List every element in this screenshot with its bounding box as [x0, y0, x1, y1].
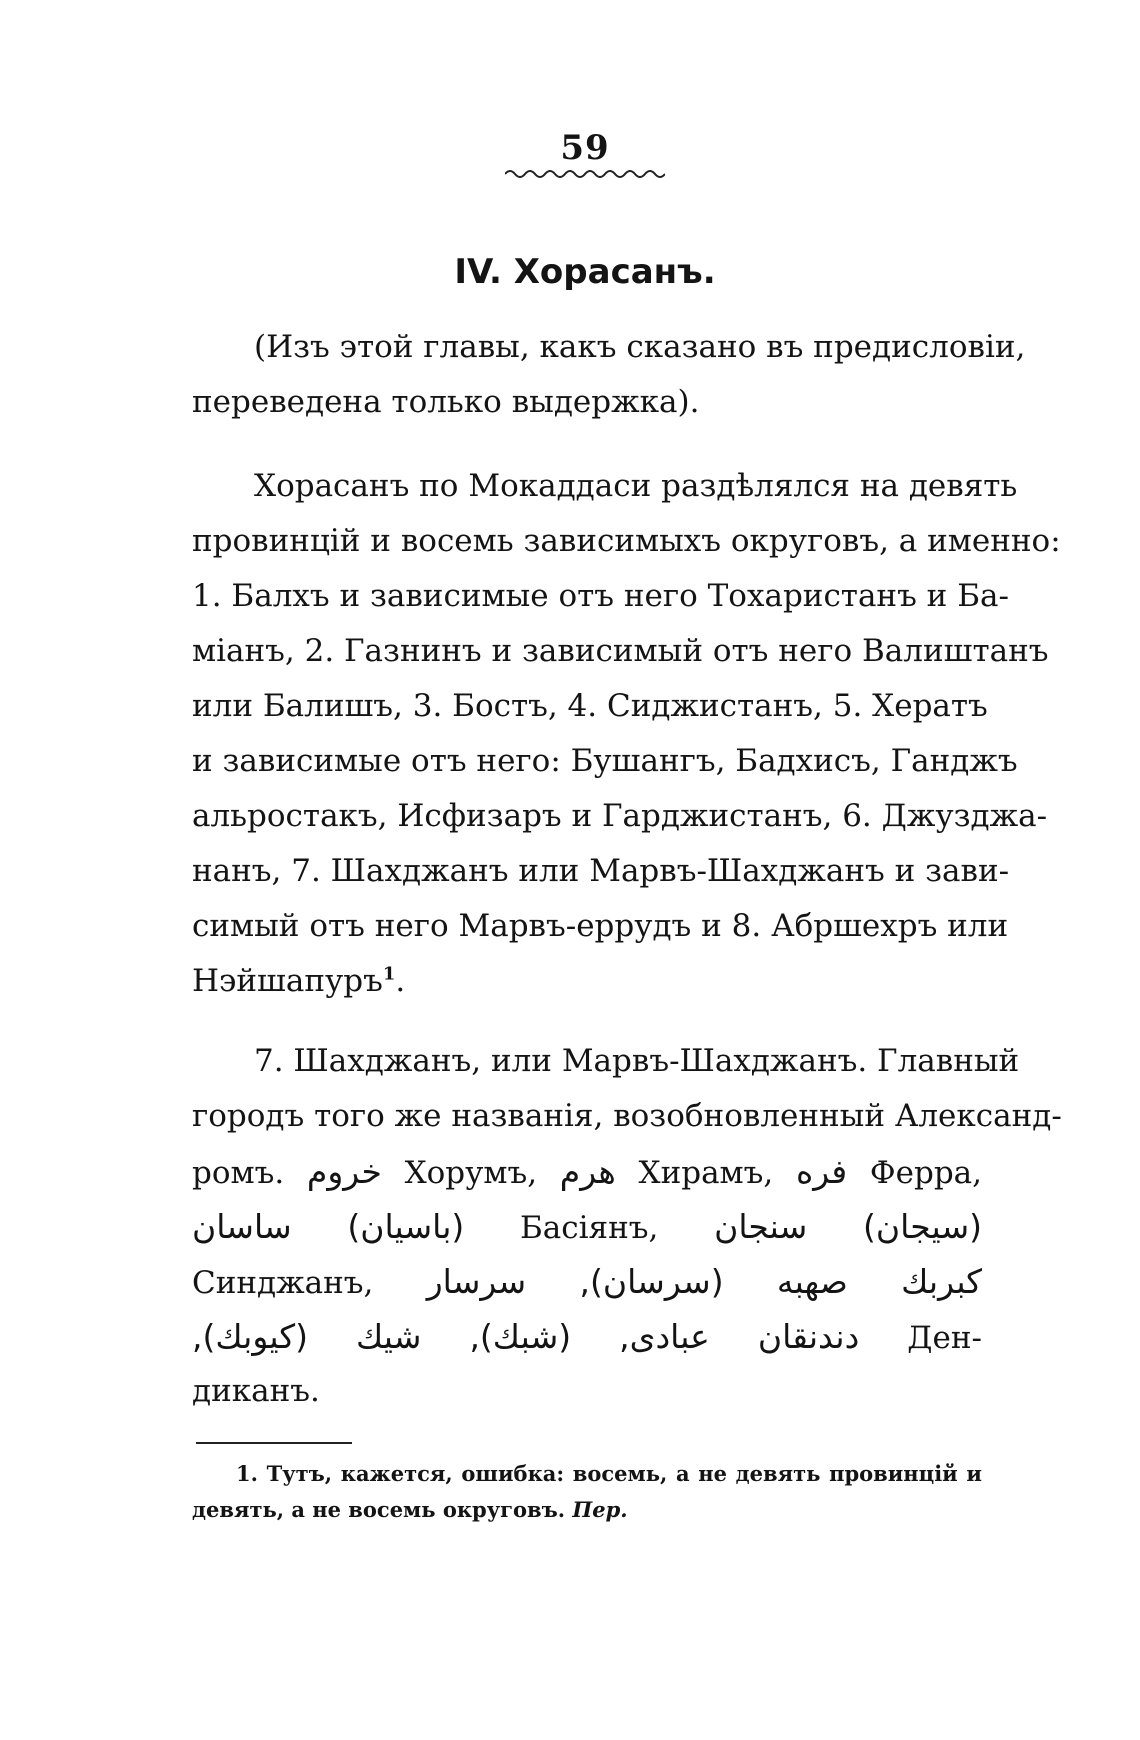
footnote-line: 1. Тутъ, кажется, ошибка: восемь, а не девять провинцій и — [236, 1461, 982, 1486]
arabic-word: (شبك), — [469, 1317, 572, 1356]
text-line — [192, 954, 982, 1009]
arabic-word: سنجان — [714, 1207, 808, 1246]
chapter-title: IV. Хорасанъ. — [454, 252, 716, 292]
text-line — [192, 1309, 982, 1364]
footnote-divider — [196, 1442, 352, 1444]
arabic-word: سرسار — [426, 1262, 527, 1301]
text-line: или Балишъ, 3. Бостъ, 4. Сиджистанъ, 5. Хератъ — [192, 688, 988, 724]
punctuation: . — [395, 963, 406, 999]
text-line: альростакъ, Исфизаръ и Гарджистанъ, 6. Джузджа- — [192, 798, 1048, 834]
translator-abbrev: Пер. — [572, 1497, 628, 1522]
text-line: 1. Балхъ и зависимые отъ него Тохаристанъ и Ба- — [192, 578, 1009, 614]
word: Хирамъ, — [638, 1155, 774, 1191]
wavy-rule-ornament — [505, 168, 665, 180]
arabic-word: صهبه — [776, 1262, 848, 1301]
footnote-marker[interactable]: 1 — [382, 963, 396, 985]
paragraph-shahjan — [192, 1034, 1062, 1419]
text-line: 7. Шахджанъ, или Марвъ-Шахджанъ. Главный — [254, 1043, 1020, 1079]
text-line: городъ того же названія, возобновленный Александ- — [192, 1098, 1062, 1134]
arabic-word: عبادى, — [619, 1317, 710, 1356]
word: ромъ. — [192, 1155, 285, 1191]
arabic-word: (سيجان) — [863, 1207, 982, 1246]
word: Ден- — [907, 1320, 982, 1356]
text-line: диканъ. — [192, 1373, 320, 1409]
footnote-text: девять, а не восемь округовъ. — [192, 1497, 566, 1522]
arabic-word: ساسان — [192, 1207, 292, 1246]
text-line — [192, 1254, 982, 1309]
arabic-word: شيك — [355, 1317, 422, 1356]
text-line: нанъ, 7. Шахджанъ или Марвъ-Шахджанъ и зави- — [192, 853, 1010, 889]
arabic-word: خروم — [306, 1152, 382, 1191]
text-line: и зависимые отъ него: Бушангъ, Бадхисъ, Ганджъ — [192, 743, 1018, 779]
text-line: міанъ, 2. Газнинъ и зависимый отъ него Валиштанъ — [192, 633, 1049, 669]
page-number: 59 — [560, 128, 610, 168]
text-line: провинцій и восемь зависимыхъ округовъ, а именно: — [192, 523, 1061, 559]
text-line — [192, 1144, 982, 1199]
paragraph-provinces — [192, 459, 1061, 1009]
text-line: переведена только выдержка). — [192, 384, 700, 420]
arabic-word: هرم — [559, 1152, 616, 1191]
word: Ферра, — [869, 1155, 983, 1191]
text-line — [192, 1199, 982, 1254]
footnote-line — [192, 1492, 982, 1528]
arabic-word: كبربك — [901, 1262, 982, 1301]
arabic-word: (كيوبك), — [192, 1317, 308, 1356]
arabic-word: (سرسان), — [579, 1262, 724, 1301]
word: Басіянъ, — [520, 1210, 659, 1246]
text-line: (Изъ этой главы, какъ сказано въ предисловіи, — [254, 329, 1026, 365]
word: Хорумъ, — [404, 1155, 538, 1191]
arabic-word: (باسيان) — [347, 1207, 465, 1246]
intro-paragraph — [192, 320, 1026, 430]
place-name: Нэйшапуръ — [192, 963, 383, 999]
arabic-word: فره — [795, 1152, 848, 1191]
arabic-word: دندنقان — [757, 1317, 860, 1356]
text-line: Хорасанъ по Мокаддаси раздѣлялся на девять — [254, 468, 1018, 504]
text-line: симый отъ него Марвъ-еррудъ и 8. Абршехръ или — [192, 908, 1009, 944]
word: Синджанъ, — [192, 1265, 374, 1301]
footnote — [192, 1456, 982, 1528]
